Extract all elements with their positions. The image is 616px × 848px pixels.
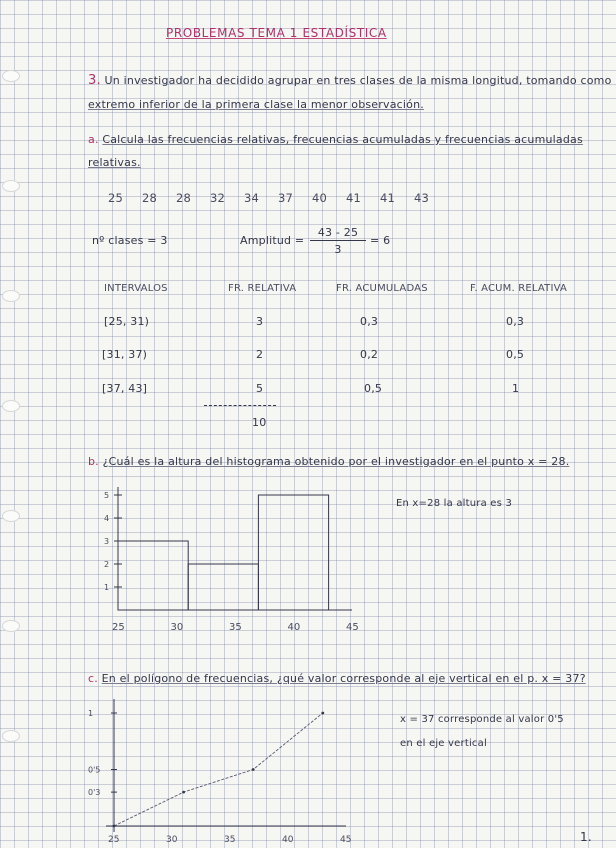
x-tick-label: 35 (224, 835, 236, 845)
y-tick-label: 5 (104, 491, 110, 500)
table-row-1-interval: [25, 31) (104, 315, 150, 328)
table-row-3-interval: [37, 43] (102, 382, 148, 395)
table-row-2-freq: 2 (256, 348, 264, 361)
y-tick-label: 3 (104, 537, 110, 546)
data-value: 34 (244, 191, 260, 205)
y-tick-label: 1 (104, 583, 110, 592)
amplitude-result: = 6 (370, 234, 391, 247)
table-header-intervals: INTERVALOS (104, 283, 168, 294)
x-tick-label: 40 (282, 835, 294, 845)
data-value: 40 (312, 191, 328, 205)
y-tick-label: 1 (88, 709, 94, 718)
table-row-2-cum-rel: 0,5 (506, 348, 525, 361)
polygon-point (113, 825, 116, 828)
polygon-point (182, 791, 185, 794)
y-tick-label: 0'3 (88, 788, 101, 798)
amplitude-numerator: 43 - 25 (310, 226, 366, 241)
part-c-question: En el polígono de frecuencias, ¿qué valor corresponde al eje vertical en el p. x = 37? (101, 672, 586, 685)
problem-number: 3. (88, 73, 101, 88)
data-value: 37 (278, 191, 294, 205)
data-value: 41 (346, 191, 362, 205)
part-a-question-1: Calcula las frecuencias relativas, frecuencias acumuladas y frecuencias acumuladas (102, 133, 583, 146)
num-classes: nº clases = 3 (92, 234, 168, 247)
data-value: 25 (108, 191, 124, 205)
x-tick-label: 45 (346, 622, 359, 633)
table-header-cumulative: FR. ACUMULADAS (336, 283, 428, 294)
table-row-1-freq: 3 (256, 315, 264, 328)
y-tick-label: 2 (104, 560, 110, 569)
x-tick-label: 45 (340, 835, 352, 845)
part-b-question: ¿Cuál es la altura del histograma obtenido por el investigador en el punto x = 28. (102, 455, 570, 468)
y-tick-label: 4 (104, 514, 110, 523)
part-a-question-2: relativas. (88, 156, 141, 169)
data-value: 28 (142, 191, 158, 205)
table-total: 10 (252, 416, 267, 429)
data-value: 28 (176, 191, 192, 205)
x-tick-label: 40 (287, 622, 301, 633)
data-value: 41 (380, 191, 396, 205)
x-tick-label: 35 (229, 622, 242, 633)
data-value: 43 (414, 191, 430, 205)
part-b-answer: En x=28 la altura es 3 (396, 498, 513, 509)
amplitude-denominator: 3 (334, 243, 342, 256)
amplitude-label: Amplitud = (240, 234, 305, 247)
table-row-2-cum: 0,2 (360, 348, 379, 361)
page-title: PROBLEMAS TEMA 1 ESTADÍSTICA (166, 26, 387, 40)
page-number: 1. (580, 830, 592, 844)
table-header-relative: FR. RELATIVA (228, 283, 297, 294)
problem-statement-1: Un investigador ha decidido agrupar en tres clases de la misma longitud, tomando como (104, 74, 612, 87)
table-row-1-cum: 0,3 (360, 315, 379, 328)
x-tick-label: 30 (166, 835, 178, 845)
part-c-answer-2: en el eje vertical (400, 738, 487, 749)
table-row-3-freq: 5 (256, 382, 264, 395)
y-tick-label: 0'5 (88, 765, 101, 775)
polygon-point (252, 768, 255, 771)
table-header-cum-relative: F. ACUM. RELATIVA (470, 283, 568, 294)
table-row-2-interval: [31, 37) (102, 348, 148, 361)
part-a-letter: a. (88, 133, 99, 146)
polygon-line (114, 713, 323, 826)
part-b-letter: b. (88, 455, 99, 468)
data-value: 32 (210, 191, 226, 205)
problem-statement-2: extremo inferior de la primera clase la menor observación. (88, 98, 424, 111)
x-tick-label: 25 (112, 622, 125, 633)
part-c-answer-1: x = 37 corresponde al valor 0'5 (400, 714, 564, 725)
x-tick-label: 30 (170, 622, 184, 633)
table-row-1-cum-rel: 0,3 (506, 315, 525, 328)
polygon-point (321, 712, 324, 715)
table-row-3-cum: 0,5 (364, 382, 383, 395)
x-tick-label: 25 (108, 835, 120, 845)
part-c-letter: c. (88, 672, 98, 685)
table-row-3-cum-rel: 1 (512, 382, 520, 395)
